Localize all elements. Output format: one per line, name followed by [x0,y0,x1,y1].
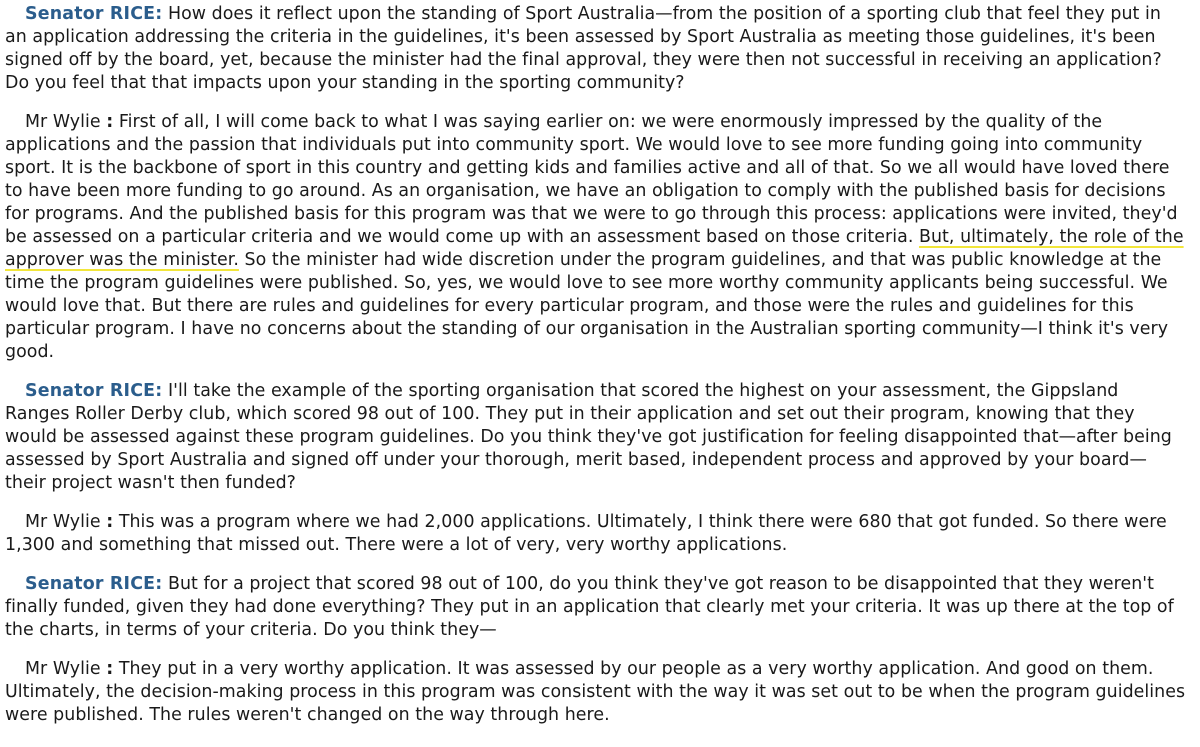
paragraph-text: They put in a very worthy application. It was assessed by our people as a very worthy application. And good on them. Ultimately, the decision-making process in this program was consistent with the way it was set out to be when the program guidelines were published. The rules weren't changed on the way through here. [5,659,1186,725]
speaker-label-mr-wylie: Mr Wylie [25,659,101,679]
transcript-paragraph-mr-wylie-3 [5,658,1186,727]
speaker-label-senator-rice: Senator RICE: [25,4,163,24]
transcript-paragraph-senator-rice-2 [5,380,1186,495]
paragraph-text-after-highlight: So the minister had wide discretion under the program guidelines, and that was public knowledge at the time the program guidelines were published. So, yes, we would love to see more worthy community applicants being successful. We would love that. But there are rules and guidelines for every particular program, and those were the rules and guidelines for this particular program. I have no concerns about the standing of our organisation in the Australian sporting community—I think it's very good. [5,250,1169,362]
speaker-label-mr-wylie: Mr Wylie [25,112,101,132]
transcript-paragraph-senator-rice-3 [5,573,1186,642]
paragraph-text: How does it reflect upon the standing of Sport Australia—from the position of a sporting club that feel they put in an application addressing the criteria in the guidelines, it's been assessed by Sport Australia as meeting those guidelines, it's been signed off by the board, yet, because the minister had the final approval, they were then not successful in receiving an application? Do you feel that that impacts upon your standing in the sporting community? [5,4,1162,93]
speaker-colon: : [106,659,114,679]
paragraph-text: But for a project that scored 98 out of 100, do you think they've got reason to be disappointed that they weren't finally funded, given they had done everything? They put in an application that clearly met your criteria. It was up there at the top of the charts, in terms of your criteria. Do you think they— [5,574,1174,640]
speaker-colon: : [106,512,114,532]
speaker-label-senator-rice: Senator RICE: [25,574,163,594]
highlighted-quote: But, ultimately, the role of the approver was the minister. [5,227,1184,270]
transcript-paragraph-mr-wylie-2 [5,511,1186,557]
paragraph-text-before-highlight: First of all, I will come back to what I was saying earlier on: we were enormously impressed by the quality of the applications and the passion that individuals put into community sport. We would love to see more funding going into community sport. It is the backbone of sport in this country and getting kids and families active and all of that. So we all would have loved there to have been more funding to go around. As an organisation, we have an obligation to comply with the published basis for decisions for programs. And the published basis for this program was that we were to go through this process: applications were invited, they'd be assessed on a particular criteria and we would come up with an assessment based on those criteria. [5,112,1178,247]
paragraph-text: This was a program where we had 2,000 applications. Ultimately, I think there were 680 that got funded. So there were 1,300 and something that missed out. There were a lot of very, very worthy applications. [5,512,1167,555]
speaker-label-senator-rice: Senator RICE: [25,381,163,401]
speaker-label-mr-wylie: Mr Wylie [25,512,101,532]
speaker-colon: : [106,112,114,132]
transcript-paragraph-senator-rice-1 [5,3,1186,95]
paragraph-text: I'll take the example of the sporting organisation that scored the highest on your assessment, the Gippsland Ranges Roller Derby club, which scored 98 out of 100. They put in their application and set out their program, knowing that they would be assessed against these program guidelines. Do you think they've got justification for feeling disappointed that—after being assessed by Sport Australia and signed off under your thorough, merit based, independent process and approved by your board—their project wasn't then funded? [5,381,1172,493]
transcript-paragraph-mr-wylie-1 [5,111,1186,364]
